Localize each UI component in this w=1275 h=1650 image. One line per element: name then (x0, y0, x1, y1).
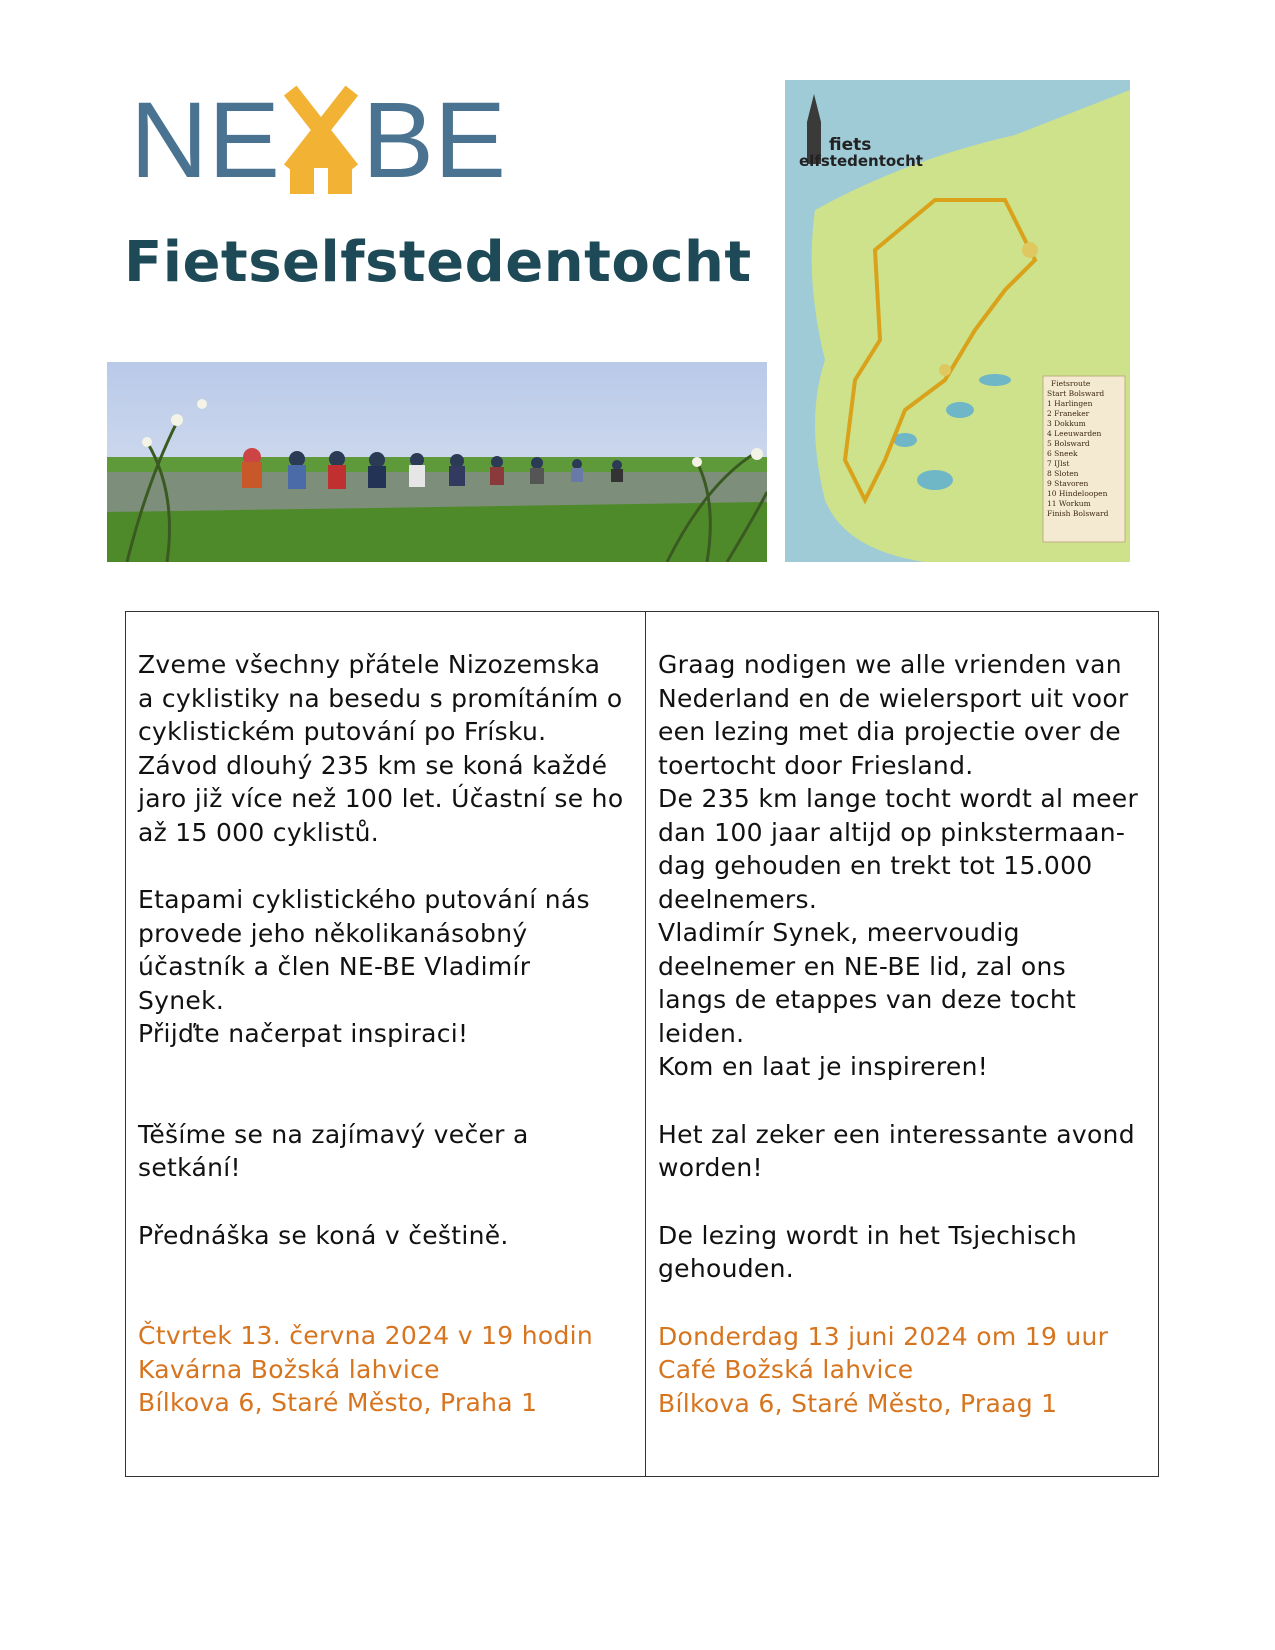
czech-paragraph-2 (138, 883, 635, 1051)
route-map (785, 80, 1130, 562)
text-line: Graag nodigen we alle vrienden van (658, 650, 1122, 679)
dutch-column (646, 612, 1158, 1476)
text-line: De 235 km lange tocht wordt al meer (658, 784, 1139, 813)
cyclists-photo (107, 362, 767, 562)
text-line: De lezing wordt in het Tsjechisch (658, 1220, 1078, 1250)
text-line: setkání! (138, 1153, 241, 1182)
legend-item: 5 Bolsward (1047, 439, 1090, 448)
text-line: jaro již více než 100 let. Účastní se ho (138, 784, 624, 813)
text-line: Het zal zeker een interessante avond (658, 1119, 1135, 1149)
dutch-event-details (658, 1320, 1148, 1421)
text-line: worden! (658, 1153, 763, 1182)
czech-paragraph-4 (138, 1219, 635, 1253)
nebe-logo (130, 82, 550, 202)
dutch-paragraph-3 (658, 1118, 1148, 1185)
text-line: een lezing met dia projectie over de (658, 717, 1121, 746)
czech-event-details (138, 1319, 635, 1420)
text-line: deelnemers. (658, 884, 818, 914)
text-line: leiden. (658, 1018, 745, 1048)
legend-item: 10 Hindeloopen (1047, 489, 1108, 498)
text-line: Závod dlouhý 235 km se koná každé (138, 750, 608, 780)
legend-item: 7 IJlst (1047, 459, 1070, 468)
invitation-table (125, 611, 1159, 1477)
event-venue: Kavárna Božská lahvice (138, 1354, 440, 1384)
dutch-paragraph-4 (658, 1219, 1148, 1286)
logo-text-left: NE (130, 82, 281, 200)
text-line: Těšíme se na zajímavý večer a (138, 1119, 529, 1149)
event-venue: Café Božská lahvice (658, 1355, 914, 1384)
text-line: Přednáška se koná v češtině. (138, 1220, 509, 1250)
windmill-house-icon (284, 86, 358, 194)
event-date: Donderdag 13 juni 2024 om 19 uur (658, 1321, 1109, 1351)
legend-item: Finish Bolsward (1047, 509, 1109, 518)
dutch-paragraph-1 (658, 648, 1148, 1084)
legend-item: 8 Sloten (1047, 469, 1079, 478)
text-line: Etapami cyklistického putování nás (138, 885, 590, 914)
legend-item: 11 Workum (1047, 499, 1091, 508)
legend-item: 4 Leeuwarden (1047, 429, 1102, 438)
legend-item: 1 Harlingen (1047, 399, 1093, 408)
text-line: cyklistickém putování po Frísku. (138, 717, 547, 746)
text-line: dan 100 jaar altijd op pinkstermaan- (658, 817, 1126, 847)
legend-item: 6 Sneek (1047, 449, 1078, 458)
legend-item: Start Bolsward (1047, 389, 1105, 398)
text-line: Synek. (138, 985, 225, 1015)
event-address: Bílkova 6, Staré Město, Praha 1 (138, 1388, 538, 1417)
text-line: až 15 000 cyklistů. (138, 817, 380, 847)
text-line: Vladimír Synek, meervoudig (658, 918, 1020, 947)
czech-column (126, 612, 646, 1476)
text-line: toertocht door Friesland. (658, 750, 974, 780)
legend-item: Fietsroute (1051, 379, 1091, 388)
event-address: Bílkova 6, Staré Město, Praag 1 (658, 1388, 1058, 1418)
map-brand-line2: elfstedentocht (799, 152, 923, 170)
text-line: deelnemer en NE-BE lid, zal ons (658, 951, 1066, 981)
text-line: Nederland en de wielersport uit voor (658, 683, 1129, 713)
text-line: účastník a člen NE-BE Vladimír (138, 952, 531, 981)
logo-text-right: BE (362, 82, 507, 200)
text-line: dag gehouden en trekt tot 15.000 (658, 851, 1093, 880)
event-date: Čtvrtek 13. června 2024 v 19 hodin (138, 1321, 594, 1350)
text-line: Zveme všechny přátele Nizozemska (138, 650, 601, 679)
text-line: langs de etappes van deze tocht (658, 985, 1077, 1014)
czech-paragraph-3 (138, 1118, 635, 1185)
text-line: a cyklistiky na besedu s promítáním o (138, 683, 623, 713)
map-brand-line1: fiets (829, 135, 872, 155)
legend-item: 9 Stavoren (1047, 479, 1089, 488)
text-line: Kom en laat je inspireren! (658, 1052, 989, 1081)
text-line: gehouden. (658, 1254, 794, 1283)
legend-item: 3 Dokkum (1047, 419, 1086, 428)
text-line: provede jeho několikanásobný (138, 918, 528, 948)
legend-item: 2 Franeker (1047, 409, 1090, 418)
text-line: Přijďte načerpat inspiraci! (138, 1019, 469, 1048)
nebe-logo-graphic (130, 82, 550, 202)
page-title: Fietselfstedentocht (124, 230, 752, 295)
czech-paragraph-1 (138, 648, 635, 849)
